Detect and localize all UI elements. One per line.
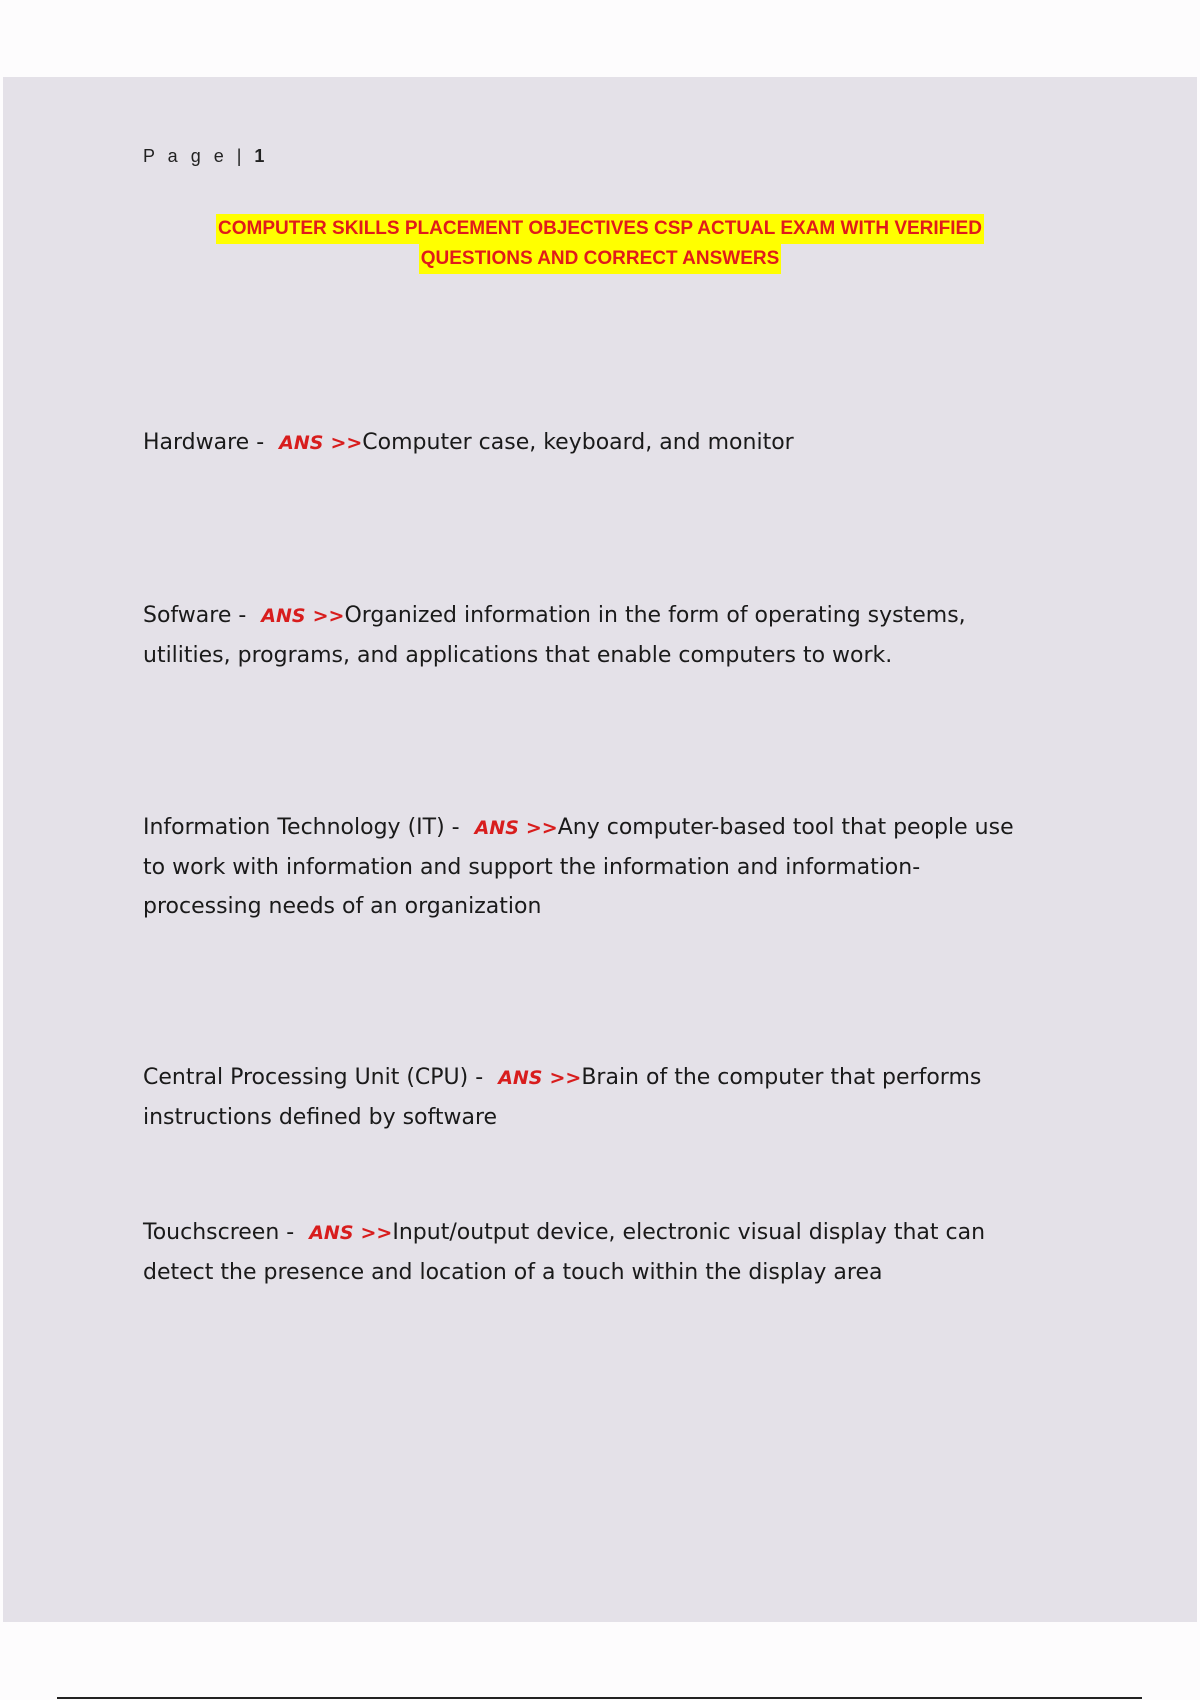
entry-answer: Computer case, keyboard, and monitor bbox=[362, 430, 794, 455]
ans-arrows: >> bbox=[360, 1222, 393, 1244]
qa-entry-hardware bbox=[143, 423, 1023, 463]
ans-arrows: >> bbox=[525, 817, 558, 839]
ans-arrows: >> bbox=[330, 432, 363, 454]
ans-marker: ANS bbox=[498, 1067, 543, 1089]
entry-answer: Brain of the computer that performs instructions defined by software bbox=[143, 1065, 982, 1130]
footer-divider bbox=[57, 1697, 1142, 1699]
entry-term: Sofware - bbox=[143, 603, 247, 628]
entry-answer: Input/output device, electronic visual display that can detect the presence and location of a touch within the display area bbox=[143, 1220, 986, 1285]
entry-answer: Organized information in the form of operating systems, utilities, programs, and applications that enable computers to work. bbox=[143, 603, 966, 668]
entry-term: Information Technology (IT) - bbox=[143, 815, 460, 840]
document-title bbox=[0, 214, 1200, 274]
title-line-2: QUESTIONS AND CORRECT ANSWERS bbox=[419, 244, 782, 274]
ans-arrows: >> bbox=[312, 605, 345, 627]
ans-marker: ANS bbox=[309, 1222, 354, 1244]
entry-term: Hardware - bbox=[143, 430, 265, 455]
qa-entry-touchscreen bbox=[143, 1213, 1023, 1292]
ans-marker: ANS bbox=[261, 605, 306, 627]
qa-entry-cpu bbox=[143, 1058, 1023, 1137]
entry-term: Central Processing Unit (CPU) - bbox=[143, 1065, 484, 1090]
ans-marker: ANS bbox=[279, 432, 324, 454]
entry-answer: Any computer-based tool that people use to work with information and support the information and information-processing needs of an organization bbox=[143, 815, 1014, 919]
qa-entry-it bbox=[143, 808, 1023, 926]
qa-entry-software bbox=[143, 596, 1023, 675]
title-line-1: COMPUTER SKILLS PLACEMENT OBJECTIVES CSP ACTUAL EXAM WITH VERIFIED bbox=[216, 214, 984, 244]
page-number: 1 bbox=[254, 146, 265, 166]
page-label: P a g e | bbox=[143, 146, 246, 166]
ans-arrows: >> bbox=[549, 1067, 582, 1089]
page-header bbox=[143, 146, 264, 167]
ans-marker: ANS bbox=[474, 817, 519, 839]
entry-term: Touchscreen - bbox=[143, 1220, 295, 1245]
